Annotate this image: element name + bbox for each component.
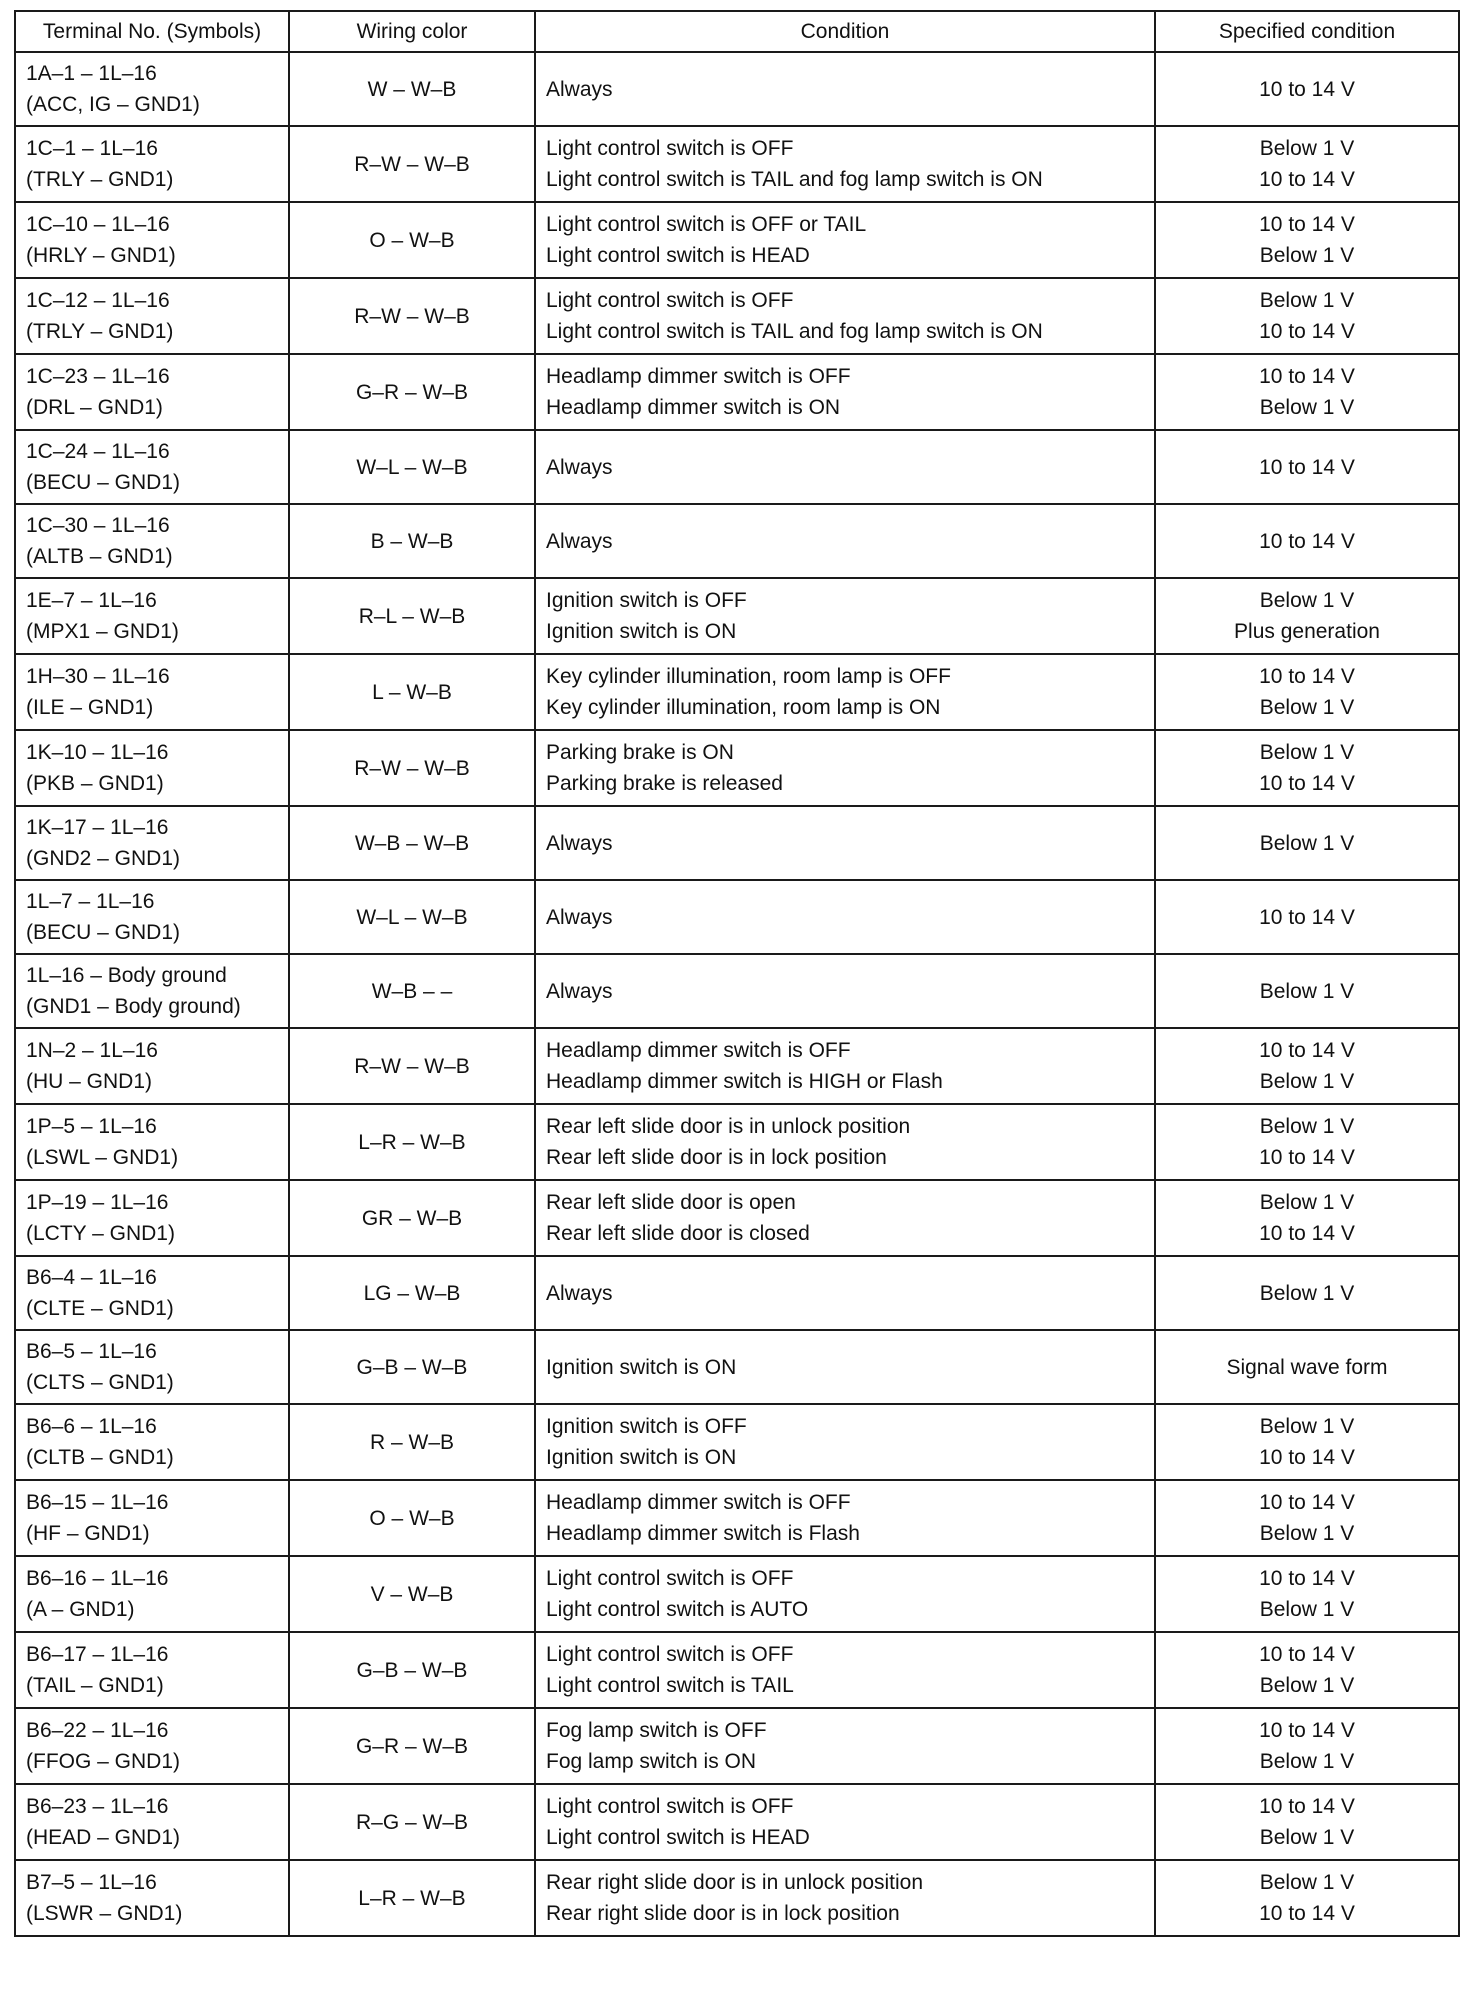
terminal-number: 1K–17 – 1L–16 (26, 816, 169, 839)
terminal-number: 1C–12 – 1L–16 (26, 289, 170, 312)
wiring-color-cell: L–R – W–B (289, 1104, 535, 1180)
condition-line: Light control switch is OFF (546, 1643, 794, 1666)
terminal-cell (15, 1480, 289, 1556)
specified-condition-cell (1155, 1404, 1459, 1480)
specified-value: 10 to 14 V (1259, 168, 1355, 191)
terminal-cell (15, 1180, 289, 1256)
specified-value: Signal wave form (1226, 1355, 1388, 1379)
terminal-symbols: (TRLY – GND1) (26, 320, 174, 343)
table-row (15, 578, 1459, 654)
condition-line: Light control switch is HEAD (546, 244, 810, 267)
specified-value: 10 to 14 V (1259, 529, 1355, 553)
specified-condition-cell (1155, 1480, 1459, 1556)
header-terminal: Terminal No. (Symbols) (15, 11, 289, 52)
terminal-cell (15, 578, 289, 654)
specified-condition-cell (1155, 1632, 1459, 1708)
condition-line: Headlamp dimmer switch is OFF (546, 365, 851, 388)
terminal-symbols: (LCTY – GND1) (26, 1222, 175, 1245)
specified-value: Below 1 V (1259, 979, 1355, 1003)
table-row (15, 1708, 1459, 1784)
terminal-cell (15, 1860, 289, 1936)
condition-cell (535, 654, 1155, 730)
condition-cell (535, 1632, 1155, 1708)
specified-value: Below 1 V (1259, 137, 1355, 160)
terminal-cell (15, 1104, 289, 1180)
condition-line: Light control switch is OFF (546, 137, 794, 160)
specified-condition-cell (1155, 1104, 1459, 1180)
specified-condition-cell (1155, 1784, 1459, 1860)
condition-cell (535, 1708, 1155, 1784)
terminal-cell (15, 1256, 289, 1330)
condition-line: Key cylinder illumination, room lamp is ON (546, 696, 941, 719)
condition-line: Key cylinder illumination, room lamp is OFF (546, 665, 951, 688)
specified-condition-cell (1155, 1556, 1459, 1632)
specified-value: Below 1 V (1259, 1115, 1355, 1138)
condition-cell (535, 504, 1155, 578)
terminal-number: B6–6 – 1L–16 (26, 1415, 157, 1438)
terminal-number: 1C–1 – 1L–16 (26, 137, 158, 160)
wiring-color-cell: LG – W–B (289, 1256, 535, 1330)
terminal-cell (15, 654, 289, 730)
table-row (15, 1860, 1459, 1936)
terminal-number: 1E–7 – 1L–16 (26, 589, 157, 612)
specified-value: Below 1 V (1259, 1070, 1355, 1093)
condition-cell (535, 1028, 1155, 1104)
terminal-number: 1L–16 – Body ground (26, 964, 227, 987)
condition-line: Headlamp dimmer switch is ON (546, 396, 841, 419)
condition-line: Ignition switch is OFF (546, 1415, 747, 1438)
specified-value: 10 to 14 V (1259, 1902, 1355, 1925)
specified-value: 10 to 14 V (1259, 455, 1355, 479)
table-row (15, 202, 1459, 278)
terminal-cell (15, 730, 289, 806)
table-row (15, 1330, 1459, 1404)
specified-value: 10 to 14 V (1259, 213, 1355, 236)
terminal-number: B6–16 – 1L–16 (26, 1567, 169, 1590)
header-wiring-color: Wiring color (289, 11, 535, 52)
condition-line: Ignition switch is ON (546, 620, 737, 643)
condition-cell (535, 354, 1155, 430)
wiring-color-cell: W–L – W–B (289, 880, 535, 954)
specified-value: 10 to 14 V (1259, 1567, 1355, 1590)
specified-value: Below 1 V (1259, 1750, 1355, 1773)
terminal-cell (15, 202, 289, 278)
condition-line: Rear right slide door is in unlock position (546, 1871, 924, 1894)
wiring-color-cell: L – W–B (289, 654, 535, 730)
table-row (15, 806, 1459, 880)
terminal-symbols: (BECU – GND1) (26, 471, 181, 494)
wiring-color-cell: O – W–B (289, 1480, 535, 1556)
terminal-symbols: (CLTB – GND1) (26, 1446, 174, 1469)
condition-cell (535, 730, 1155, 806)
condition-cell (535, 954, 1155, 1028)
terminal-symbols: (HU – GND1) (26, 1070, 153, 1093)
specified-value: Below 1 V (1259, 1598, 1355, 1621)
table-row (15, 1556, 1459, 1632)
table-row (15, 430, 1459, 504)
specified-value: 10 to 14 V (1259, 1643, 1355, 1666)
table-row (15, 126, 1459, 202)
terminal-symbols: (A – GND1) (26, 1598, 135, 1621)
specified-value: 10 to 14 V (1259, 77, 1355, 101)
condition-cell (535, 1180, 1155, 1256)
specified-condition-cell (1155, 806, 1459, 880)
specified-value: 10 to 14 V (1259, 365, 1355, 388)
terminal-cell (15, 1632, 289, 1708)
terminal-cell (15, 1784, 289, 1860)
table-row (15, 1784, 1459, 1860)
condition-line: Fog lamp switch is ON (546, 1750, 757, 1773)
terminal-number: 1A–1 – 1L–16 (26, 62, 157, 85)
specified-condition-cell (1155, 1028, 1459, 1104)
table-row (15, 354, 1459, 430)
terminal-number: B7–5 – 1L–16 (26, 1871, 157, 1894)
terminal-symbols: (DRL – GND1) (26, 396, 163, 419)
specified-value: 10 to 14 V (1259, 772, 1355, 795)
header-specified-condition: Specified condition (1155, 11, 1459, 52)
condition-cell (535, 1556, 1155, 1632)
wiring-color-cell: W–B – – (289, 954, 535, 1028)
condition-cell (535, 806, 1155, 880)
specified-value: Below 1 V (1259, 1281, 1355, 1305)
table-row (15, 954, 1459, 1028)
specified-value: 10 to 14 V (1259, 1222, 1355, 1245)
condition-line: Light control switch is TAIL and fog lamp switch is ON (546, 320, 1043, 343)
specified-condition-cell (1155, 1708, 1459, 1784)
specified-value: Plus generation (1234, 620, 1380, 643)
terminal-symbols: (ACC, IG – GND1) (26, 93, 200, 116)
condition-line: Headlamp dimmer switch is HIGH or Flash (546, 1070, 943, 1093)
specified-value: Below 1 V (1259, 1415, 1355, 1438)
table-row (15, 654, 1459, 730)
condition-line: Rear right slide door is in lock position (546, 1902, 900, 1925)
terminal-cell (15, 1330, 289, 1404)
condition-line: Always (546, 1281, 613, 1305)
specified-value: Below 1 V (1259, 396, 1355, 419)
condition-line: Always (546, 979, 613, 1003)
table-row (15, 730, 1459, 806)
specified-value: 10 to 14 V (1259, 1719, 1355, 1742)
terminal-number: 1C–30 – 1L–16 (26, 514, 170, 537)
specified-condition-cell (1155, 52, 1459, 126)
specified-value: Below 1 V (1259, 244, 1355, 267)
terminal-number: 1C–10 – 1L–16 (26, 213, 170, 236)
wiring-color-cell: L–R – W–B (289, 1860, 535, 1936)
terminal-cell (15, 504, 289, 578)
specified-condition-cell (1155, 1256, 1459, 1330)
table-row (15, 278, 1459, 354)
condition-cell (535, 1256, 1155, 1330)
specified-condition-cell (1155, 126, 1459, 202)
condition-cell (535, 1104, 1155, 1180)
specified-condition-cell (1155, 1860, 1459, 1936)
wiring-color-cell: W – W–B (289, 52, 535, 126)
specified-value: 10 to 14 V (1259, 1446, 1355, 1469)
specified-condition-cell (1155, 880, 1459, 954)
terminal-number: B6–15 – 1L–16 (26, 1491, 169, 1514)
condition-line: Rear left slide door is open (546, 1191, 796, 1214)
wiring-color-cell: O – W–B (289, 202, 535, 278)
terminal-number: B6–5 – 1L–16 (26, 1340, 157, 1363)
table-row (15, 1632, 1459, 1708)
condition-line: Ignition switch is ON (546, 1446, 737, 1469)
wiring-color-cell: B – W–B (289, 504, 535, 578)
specified-condition-cell (1155, 202, 1459, 278)
terminal-symbols: (TRLY – GND1) (26, 168, 174, 191)
condition-cell (535, 578, 1155, 654)
specified-value: Below 1 V (1259, 1674, 1355, 1697)
specified-value: 10 to 14 V (1259, 905, 1355, 929)
terminal-symbols: (HEAD – GND1) (26, 1826, 181, 1849)
wiring-color-cell: W–L – W–B (289, 430, 535, 504)
terminal-symbols: (GND2 – GND1) (26, 847, 181, 870)
condition-line: Always (546, 905, 613, 929)
terminal-symbols: (FFOG – GND1) (26, 1750, 181, 1773)
terminal-number: 1P–19 – 1L–16 (26, 1191, 169, 1214)
terminal-number: 1K–10 – 1L–16 (26, 741, 169, 764)
table-row (15, 880, 1459, 954)
terminal-number: B6–22 – 1L–16 (26, 1719, 169, 1742)
specified-condition-cell (1155, 654, 1459, 730)
condition-cell (535, 880, 1155, 954)
terminal-cell (15, 1556, 289, 1632)
table-row (15, 504, 1459, 578)
terminal-number: B6–17 – 1L–16 (26, 1643, 169, 1666)
condition-line: Ignition switch is OFF (546, 589, 747, 612)
condition-cell (535, 430, 1155, 504)
specified-value: Below 1 V (1259, 831, 1355, 855)
wiring-color-cell: R–L – W–B (289, 578, 535, 654)
condition-line: Light control switch is HEAD (546, 1826, 810, 1849)
condition-line: Always (546, 77, 613, 101)
specified-value: 10 to 14 V (1259, 1146, 1355, 1169)
terminal-symbols: (CLTS – GND1) (26, 1371, 174, 1394)
specified-condition-cell (1155, 278, 1459, 354)
condition-line: Light control switch is OFF or TAIL (546, 213, 867, 236)
table-row (15, 1104, 1459, 1180)
condition-line: Light control switch is TAIL (546, 1674, 794, 1697)
terminal-cell (15, 1404, 289, 1480)
table-body (15, 52, 1459, 1936)
terminal-number: 1L–7 – 1L–16 (26, 890, 155, 913)
wiring-color-cell: G–R – W–B (289, 354, 535, 430)
specified-value: Below 1 V (1259, 289, 1355, 312)
condition-cell (535, 1330, 1155, 1404)
specified-value: Below 1 V (1259, 1871, 1355, 1894)
condition-line: Headlamp dimmer switch is OFF (546, 1039, 851, 1062)
terminal-cell (15, 1708, 289, 1784)
specified-condition-cell (1155, 430, 1459, 504)
table-row (15, 1480, 1459, 1556)
terminal-number: 1C–24 – 1L–16 (26, 440, 170, 463)
terminal-cell (15, 354, 289, 430)
terminal-symbols: (BECU – GND1) (26, 921, 181, 944)
table-row (15, 1256, 1459, 1330)
wiring-color-cell: R – W–B (289, 1404, 535, 1480)
condition-cell (535, 52, 1155, 126)
condition-line: Light control switch is OFF (546, 289, 794, 312)
terminal-spec-table (14, 10, 1460, 1937)
terminal-cell (15, 954, 289, 1028)
terminal-symbols: (GND1 – Body ground) (26, 995, 241, 1018)
header-condition: Condition (535, 11, 1155, 52)
condition-line: Light control switch is OFF (546, 1567, 794, 1590)
wiring-color-cell: G–B – W–B (289, 1632, 535, 1708)
specified-value: 10 to 14 V (1259, 320, 1355, 343)
condition-line: Light control switch is OFF (546, 1795, 794, 1818)
specified-condition-cell (1155, 578, 1459, 654)
specified-condition-cell (1155, 730, 1459, 806)
terminal-cell (15, 430, 289, 504)
table-row (15, 52, 1459, 126)
condition-line: Ignition switch is ON (546, 1355, 737, 1379)
specified-value: 10 to 14 V (1259, 1491, 1355, 1514)
header-row (15, 11, 1459, 52)
terminal-symbols: (TAIL – GND1) (26, 1674, 164, 1697)
wiring-color-cell: R–G – W–B (289, 1784, 535, 1860)
wiring-color-cell: R–W – W–B (289, 730, 535, 806)
condition-line: Parking brake is ON (546, 741, 734, 764)
specified-value: 10 to 14 V (1259, 1795, 1355, 1818)
condition-cell (535, 278, 1155, 354)
terminal-symbols: (ILE – GND1) (26, 696, 154, 719)
condition-line: Rear left slide door is closed (546, 1222, 810, 1245)
condition-line: Light control switch is TAIL and fog lamp switch is ON (546, 168, 1043, 191)
terminal-cell (15, 880, 289, 954)
table-row (15, 1404, 1459, 1480)
condition-line: Headlamp dimmer switch is OFF (546, 1491, 851, 1514)
condition-line: Always (546, 831, 613, 855)
terminal-number: 1N–2 – 1L–16 (26, 1039, 158, 1062)
terminal-cell (15, 278, 289, 354)
specified-value: 10 to 14 V (1259, 665, 1355, 688)
condition-line: Fog lamp switch is OFF (546, 1719, 767, 1742)
specified-value: Below 1 V (1259, 1826, 1355, 1849)
condition-line: Rear left slide door is in unlock position (546, 1115, 911, 1138)
terminal-cell (15, 1028, 289, 1104)
terminal-symbols: (ALTB – GND1) (26, 545, 173, 568)
terminal-number: 1P–5 – 1L–16 (26, 1115, 157, 1138)
specified-condition-cell (1155, 354, 1459, 430)
condition-line: Headlamp dimmer switch is Flash (546, 1522, 860, 1545)
wiring-color-cell: R–W – W–B (289, 126, 535, 202)
condition-cell (535, 1404, 1155, 1480)
wiring-color-cell: G–B – W–B (289, 1330, 535, 1404)
wiring-color-cell: G–R – W–B (289, 1708, 535, 1784)
condition-cell (535, 1784, 1155, 1860)
condition-line: Always (546, 455, 613, 479)
condition-line: Rear left slide door is in lock position (546, 1146, 887, 1169)
terminal-number: B6–4 – 1L–16 (26, 1266, 157, 1289)
terminal-number: B6–23 – 1L–16 (26, 1795, 169, 1818)
terminal-symbols: (LSWR – GND1) (26, 1902, 183, 1925)
table-row (15, 1180, 1459, 1256)
condition-line: Always (546, 529, 613, 553)
wiring-color-cell: R–W – W–B (289, 1028, 535, 1104)
condition-cell (535, 126, 1155, 202)
wiring-color-cell: V – W–B (289, 1556, 535, 1632)
condition-line: Parking brake is released (546, 772, 783, 795)
wiring-color-cell: R–W – W–B (289, 278, 535, 354)
terminal-symbols: (LSWL – GND1) (26, 1146, 179, 1169)
specified-value: 10 to 14 V (1259, 1039, 1355, 1062)
specified-condition-cell (1155, 1180, 1459, 1256)
specified-condition-cell (1155, 504, 1459, 578)
wiring-color-cell: W–B – W–B (289, 806, 535, 880)
table-header (15, 11, 1459, 52)
terminal-number: 1C–23 – 1L–16 (26, 365, 170, 388)
condition-line: Light control switch is AUTO (546, 1598, 809, 1621)
wiring-color-cell: GR – W–B (289, 1180, 535, 1256)
specified-condition-cell (1155, 954, 1459, 1028)
table-row (15, 1028, 1459, 1104)
terminal-symbols: (MPX1 – GND1) (26, 620, 179, 643)
specified-value: Below 1 V (1259, 696, 1355, 719)
condition-cell (535, 1480, 1155, 1556)
terminal-cell (15, 52, 289, 126)
specified-condition-cell (1155, 1330, 1459, 1404)
terminal-cell (15, 806, 289, 880)
specified-value: Below 1 V (1259, 1522, 1355, 1545)
terminal-cell (15, 126, 289, 202)
terminal-symbols: (HRLY – GND1) (26, 244, 176, 267)
terminal-symbols: (CLTE – GND1) (26, 1297, 174, 1320)
terminal-symbols: (PKB – GND1) (26, 772, 164, 795)
condition-cell (535, 202, 1155, 278)
terminal-symbols: (HF – GND1) (26, 1522, 150, 1545)
specified-value: Below 1 V (1259, 1191, 1355, 1214)
condition-cell (535, 1860, 1155, 1936)
terminal-number: 1H–30 – 1L–16 (26, 665, 170, 688)
specified-value: Below 1 V (1259, 589, 1355, 612)
specified-value: Below 1 V (1259, 741, 1355, 764)
